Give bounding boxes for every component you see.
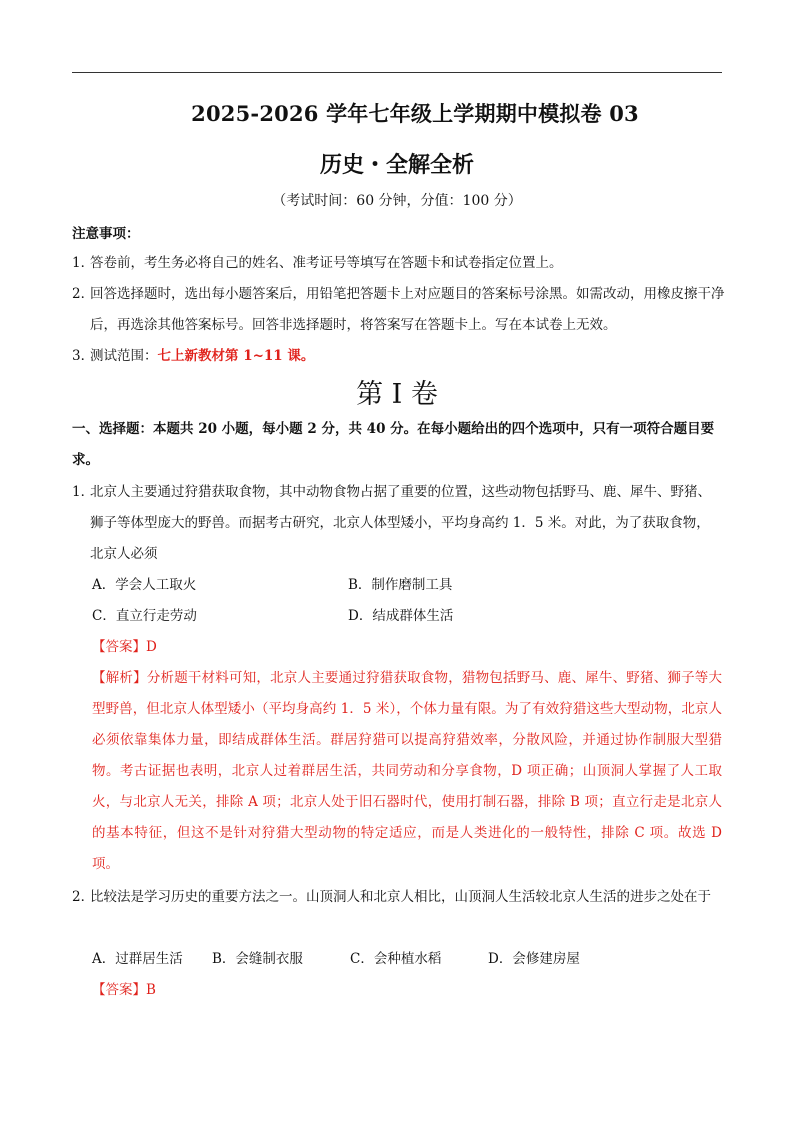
- option-b: B．制作磨制工具: [348, 577, 453, 593]
- option-a: A．过群居生活: [92, 951, 183, 967]
- question-stem: [72, 477, 722, 570]
- notice-heading: 注意事项：: [72, 226, 140, 242]
- question-2-options: [92, 944, 580, 975]
- notice-item-text: 答卷前，考生务必将自己的姓名、准考证号等填写在答题卡和试卷指定位置上。: [90, 255, 563, 271]
- answer-label: 【答案】: [92, 639, 146, 655]
- question-text: 比较法是学习历史的重要方法之一。山顶洞人和北京人相比，山顶洞人生活较北京人生活的进步之处在于: [90, 889, 711, 905]
- exam-title: 2025-2026 学年七年级上学期期中模拟卷 03: [191, 101, 639, 126]
- exam-subtitle: 历史・全解全析: [319, 152, 474, 178]
- notice-item-text: 测试范围：: [90, 348, 158, 364]
- question-1-options-row-1: [92, 570, 452, 601]
- question-2-answer: [92, 975, 156, 1006]
- question-number: 1．: [72, 484, 95, 500]
- answer-label: 【答案】: [92, 982, 146, 998]
- header-rule: [72, 72, 722, 73]
- test-scope-highlight: 七上新教材第 1~11 课。: [157, 348, 315, 364]
- option-c: C．直立行走劳动: [92, 608, 197, 624]
- analysis-text: 分析题干材料可知，北京人主要通过狩猎获取食物，猎物包括野马、鹿、犀牛、野猪、狮子等大型野兽，但北京人体型矮小（平均身高约 1．5 米），个体力量有限。为了有效狩猎这些大型动物，北京人必须依靠集体力量，即结成群体生活。群居狩猎可以提高狩猎效率，分散风险，并通过协作制服大型猎物。考古证据也表明，北京人过着群居生活，共同劳动和分享食物，D 项正确；山顶洞人掌握了人工取火，与北京人无关，排除 A 项；北京人处于旧石器时代，使用打制石器，排除 B 项；直立行走是北京人的基本特征，但这不是针对狩猎大型动物的特定适应，而是人类进化的一般特性，排除 C 项。故选 D 项。: [92, 670, 723, 872]
- question-1-options-row-2: [92, 601, 453, 632]
- question-1-analysis: [92, 663, 722, 880]
- notice-item-number: 3．: [72, 348, 95, 364]
- question-stem: [72, 882, 722, 913]
- question-2: [72, 882, 722, 913]
- option-a: A．学会人工取火: [92, 577, 197, 593]
- option-c: C．会种植水稻: [350, 951, 442, 967]
- exam-meta: （考试时间：60 分钟，分值：100 分）: [272, 193, 522, 209]
- answer-value: B: [146, 982, 156, 998]
- question-1: [72, 477, 722, 570]
- notice-item-text: 回答选择题时，选出每小题答案后，用铅笔把答题卡上对应题目的答案标号涂黑。如需改动，用橡皮擦干净后，再选涂其他答案标号。回答非选择题时，将答案写在答题卡上。写在本试卷上无效。: [90, 286, 725, 333]
- notice-item-2: [72, 279, 740, 341]
- option-d: D．结成群体生活: [348, 608, 454, 624]
- option-b: B．会缝制衣服: [212, 951, 303, 967]
- section-intro: 一、选择题：本题共 20 小题，每小题 2 分，共 40 分。在每小题给出的四个选项中，只有一项符合题目要求。: [72, 421, 715, 468]
- analysis-label: 【解析】: [92, 670, 147, 686]
- option-d: D．会修建房屋: [488, 951, 580, 967]
- notice-item-3: [72, 341, 722, 372]
- question-number: 2．: [72, 889, 95, 905]
- question-1-answer: [92, 632, 157, 663]
- answer-value: D: [146, 639, 157, 655]
- question-text: 北京人主要通过狩猎获取食物，其中动物食物占据了重要的位置，这些动物包括野马、鹿、犀牛、野猪、狮子等体型庞大的野兽。而据考古研究，北京人体型矮小，平均身高约 1．5 米。对此，为了获取食物，北京人必须: [90, 484, 711, 562]
- section-title: 第 I 卷: [356, 379, 438, 410]
- notice-item-number: 2．: [72, 286, 95, 302]
- notice-item-1: [72, 248, 722, 279]
- notice-item-number: 1．: [72, 255, 95, 271]
